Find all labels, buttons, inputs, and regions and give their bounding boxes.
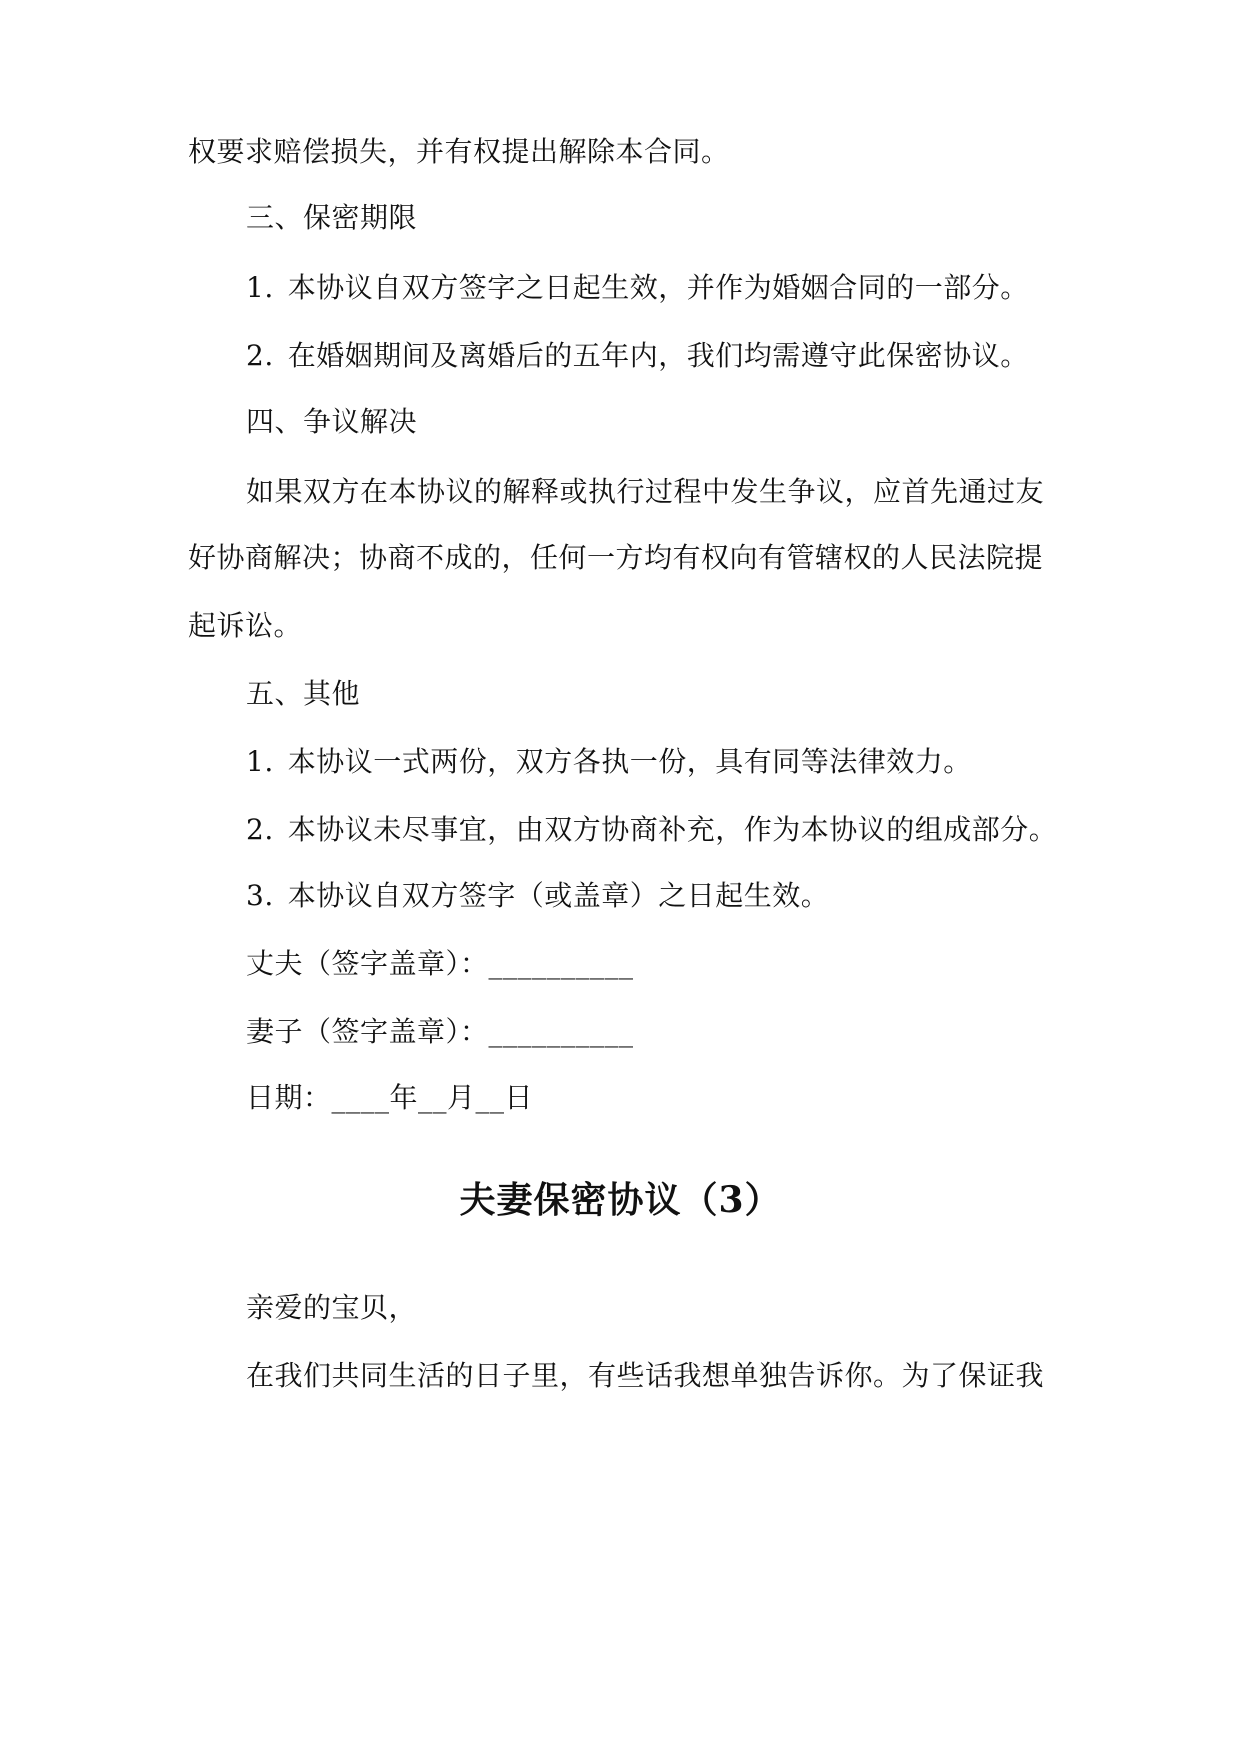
dispute-paragraph-line-3: 起诉讼。 [188,609,303,642]
husband-signature-line: 丈夫（签字盖章）：__________ [246,947,634,980]
item-text: 本协议一式两份，双方各执一份，具有同等法律效力。 [287,745,972,778]
greeting-text: 亲爱的宝贝， [246,1291,418,1324]
dispute-paragraph-line-1: 如果双方在本协议的解释或执行过程中发生争议，应首先通过友 [246,475,1045,508]
section-heading-other: 五、其他 [246,677,361,710]
item-text: 本协议未尽事宜，由双方协商补充，作为本协议的组成部分。 [287,813,1058,846]
dispute-paragraph-line-2: 好协商解决；协商不成的，任何一方均有权向有管辖权的人民法院提 [188,541,1044,574]
date-line: 日期：____年__月__日 [246,1081,534,1114]
item-number: 1. [246,271,274,304]
continuation-text: 权要求赔偿损失，并有权提出解除本合同。 [188,135,730,168]
term-item-2 [246,338,1029,374]
other-item-1 [246,744,972,780]
letter-paragraph-line-1: 在我们共同生活的日子里，有些话我想单独告诉你。为了保证我 [246,1359,1045,1392]
item-text: 本协议自双方签字（或盖章）之日起生效。 [287,879,830,912]
term-item-1 [246,270,1029,306]
item-text: 在婚姻期间及离婚后的五年内，我们均需遵守此保密协议。 [287,339,1029,372]
wife-signature-line: 妻子（签字盖章）：__________ [246,1015,634,1048]
section-heading-dispute: 四、争议解决 [246,405,418,438]
other-item-3 [246,878,829,914]
section-heading-term: 三、保密期限 [246,201,418,234]
item-text: 本协议自双方签字之日起生效，并作为婚姻合同的一部分。 [287,271,1029,304]
item-number: 2. [246,813,274,846]
agreement-title: 夫妻保密协议（3） [459,1179,782,1221]
other-item-2 [246,812,1057,848]
item-number: 3. [246,879,274,912]
item-number: 1. [246,745,274,778]
item-number: 2. [246,339,274,372]
